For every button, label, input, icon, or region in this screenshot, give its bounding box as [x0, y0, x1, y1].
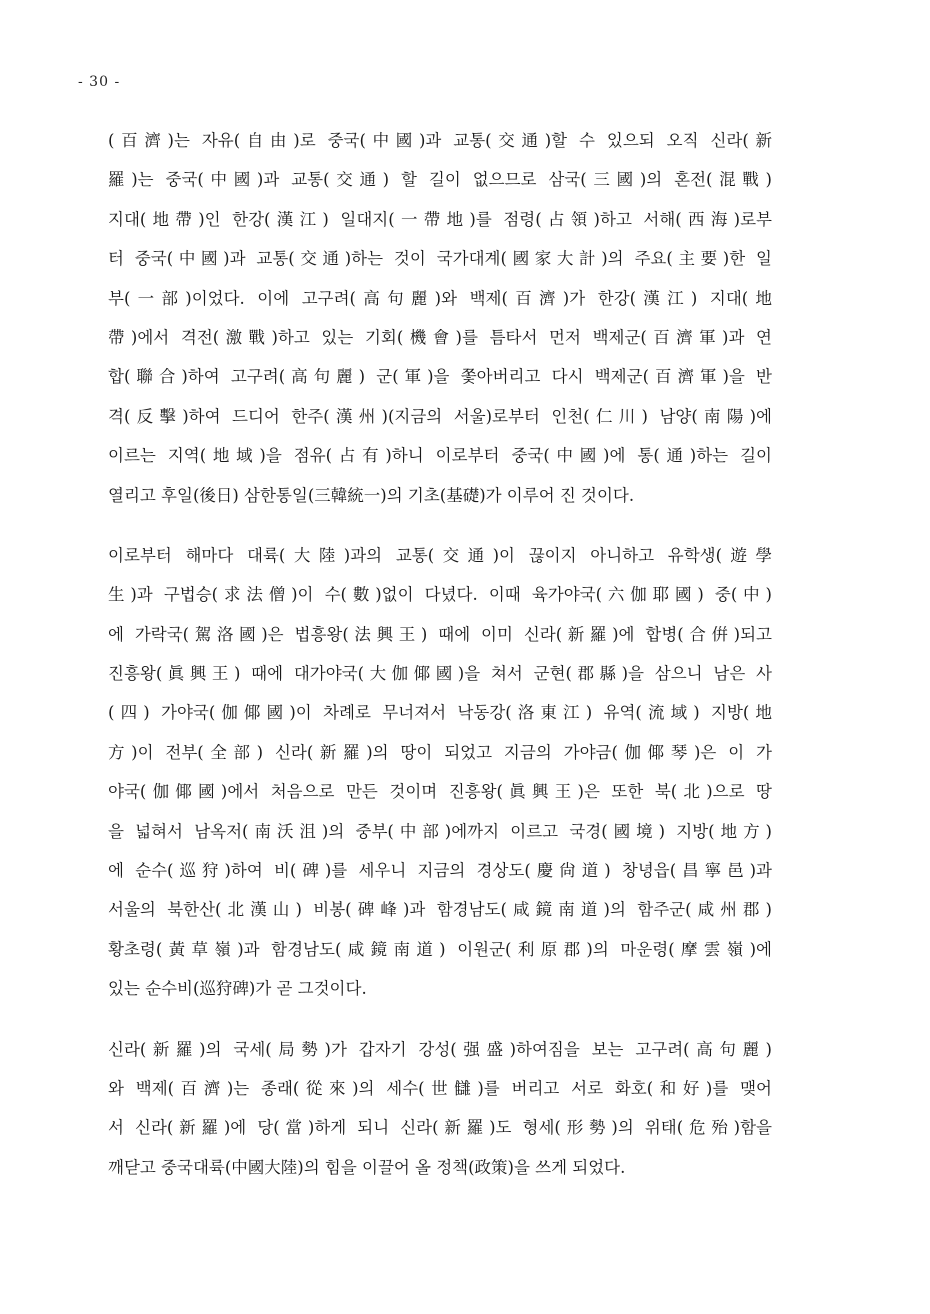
text-line: 격(反擊)하여 드디어 한주(漢州)(지금의 서울)로부터 인천(仁川) 남양(南陽)에: [108, 406, 772, 426]
text-line: 열리고 후일(後日) 삼한통일(三韓統一)의 기초(基礎)가 이루어 진 것이다.: [108, 485, 635, 505]
page-number: - 30 -: [78, 74, 121, 90]
text-line: 에 가락국(駕洛國)은 법흥왕(法興王) 때에 이미 신라(新羅)에 합병(合倂)되고: [108, 624, 772, 644]
document-body: [108, 121, 772, 1187]
text-line: 황초령(黃草嶺)과 함경남도(咸鏡南道) 이원군(利原郡)의 마운령(摩雲嶺)에: [108, 939, 772, 959]
text-line: 깨닫고 중국대륙(中國大陸)의 힘을 이끌어 올 정책(政策)을 쓰게 되었다.: [108, 1157, 626, 1177]
text-line: 있는 순수비(巡狩碑)가 곧 그것이다.: [108, 979, 367, 999]
text-line: 와 백제(百濟)는 종래(從來)의 세수(世讎)를 버리고 서로 화호(和好)를 맺어: [108, 1078, 772, 1098]
text-line: 을 넓혀서 남옥저(南沃沮)의 중부(中部)에까지 이르고 국경(國境) 지방(地方): [108, 821, 772, 841]
text-line: 신라(新羅)의 국세(局勢)가 갑자기 강성(强盛)하여짐을 보는 고구려(高句麗): [108, 1039, 772, 1059]
text-line: 터 중국(中國)과 교통(交通)하는 것이 국가대계(國家大計)의 주요(主要)한 일: [108, 249, 772, 269]
paragraph: [108, 536, 772, 1009]
text-line: 에 순수(巡狩)하여 비(碑)를 세우니 지금의 경상도(慶尙道) 창녕읍(昌寧邑)과: [108, 861, 772, 881]
text-line: 이르는 지역(地域)을 점유(占有)하니 이로부터 중국(中國)에 통(通)하는 길이: [108, 446, 772, 466]
text-line: 야국(伽倻國)에서 처음으로 만든 것이며 진흥왕(眞興王)은 또한 북(北)으로 땅: [108, 782, 772, 802]
text-line: 진흥왕(眞興王) 때에 대가야국(大伽倻國)을 쳐서 군현(郡縣)을 삼으니 남은 사: [108, 664, 772, 684]
paragraph: [108, 1030, 772, 1188]
text-line: 方)이 전부(全部) 신라(新羅)의 땅이 되었고 지금의 가야금(伽倻琴)은 이 가: [108, 742, 772, 762]
text-line: (百濟)는 자유(自由)로 중국(中國)과 교통(交通)할 수 있으되 오직 신라(新: [108, 131, 772, 150]
text-line: 이로부터 해마다 대륙(大陸)과의 교통(交通)이 끊이지 아니하고 유학생(遊學: [108, 545, 772, 565]
text-line: 帶)에서 격전(激戰)하고 있는 기회(機會)를 틈타서 먼저 백제군(百濟軍)과 연: [108, 327, 772, 347]
text-line: 서울의 북한산(北漢山) 비봉(碑峰)과 함경남도(咸鏡南道)의 함주군(咸州郡): [108, 900, 772, 920]
text-line: 부(一部)이었다. 이에 고구려(高句麗)와 백제(百濟)가 한강(漢江) 지대(地: [108, 288, 772, 308]
paragraph: [108, 121, 772, 515]
text-line: 지대(地帶)인 한강(漢江) 일대지(一帶地)를 점령(占領)하고 서해(西海)로부: [108, 209, 772, 229]
text-line: 서 신라(新羅)에 당(當)하게 되니 신라(新羅)도 형세(形勢)의 위태(危殆)함을: [108, 1118, 772, 1138]
text-line: (四) 가야국(伽倻國)이 차례로 무너져서 낙동강(洛東江) 유역(流域) 지방(地: [108, 703, 772, 723]
text-line: 生)과 구법승(求法僧)이 수(數)없이 다녔다. 이때 육가야국(六伽耶國) 중(中): [108, 585, 772, 605]
text-line: 합(聯合)하여 고구려(高句麗) 군(軍)을 쫓아버리고 다시 백제군(百濟軍)을 반: [108, 367, 772, 387]
text-line: 羅)는 중국(中國)과 교통(交通) 할 길이 없으므로 삼국(三國)의 혼전(混戰): [108, 170, 772, 190]
